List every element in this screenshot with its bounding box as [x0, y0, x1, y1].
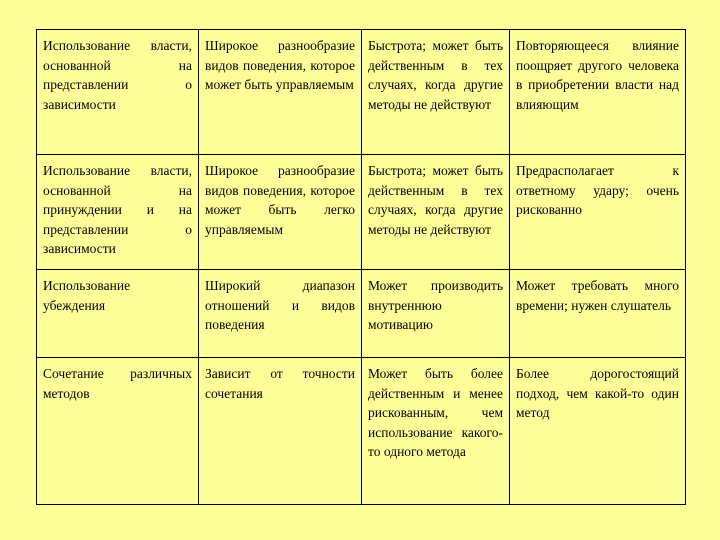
scope-cell: Широкое разнообразие видов поведения, которое может быть легко управляемым [199, 155, 362, 270]
table-row [37, 358, 686, 505]
advantage-cell: Быстрота; может быть действенным в тех случаях, когда другие методы не действуют [362, 155, 510, 270]
advantage-cell: Быстрота; может быть действенным в тех случаях, когда другие методы не действуют [362, 30, 510, 155]
disadvantage-cell: Повторяющееся влияние поощряет другого человека в приобретении власти над влияющим [510, 30, 686, 155]
method-cell: Использование власти, основанной на принуждении и на представлении о зависимости [37, 155, 199, 270]
disadvantage-cell: Предрасполагает к ответному удару; очень рискованно [510, 155, 686, 270]
table-row [37, 270, 686, 358]
scope-cell: Зависит от точности сочетания [199, 358, 362, 505]
table-row [37, 30, 686, 155]
disadvantage-cell: Более дорогостоящий подход, чем какой-то один метод [510, 358, 686, 505]
method-cell: Использование власти, основанной на представлении о зависимости [37, 30, 199, 155]
influence-methods-table [36, 29, 686, 505]
scope-cell: Широкое разнообразие видов поведения, которое может быть управляемым [199, 30, 362, 155]
method-cell: Сочетание различных методов [37, 358, 199, 505]
advantage-cell: Может быть более действенным и менее рискованным, чем использование какого-то одного метода [362, 358, 510, 505]
scope-cell: Широкий диапазон отношений и видов поведения [199, 270, 362, 358]
table-row [37, 155, 686, 270]
advantage-cell: Может производить внутреннюю мотивацию [362, 270, 510, 358]
disadvantage-cell: Может требовать много времени; нужен слушатель [510, 270, 686, 358]
method-cell: Использование убеждения [37, 270, 199, 358]
